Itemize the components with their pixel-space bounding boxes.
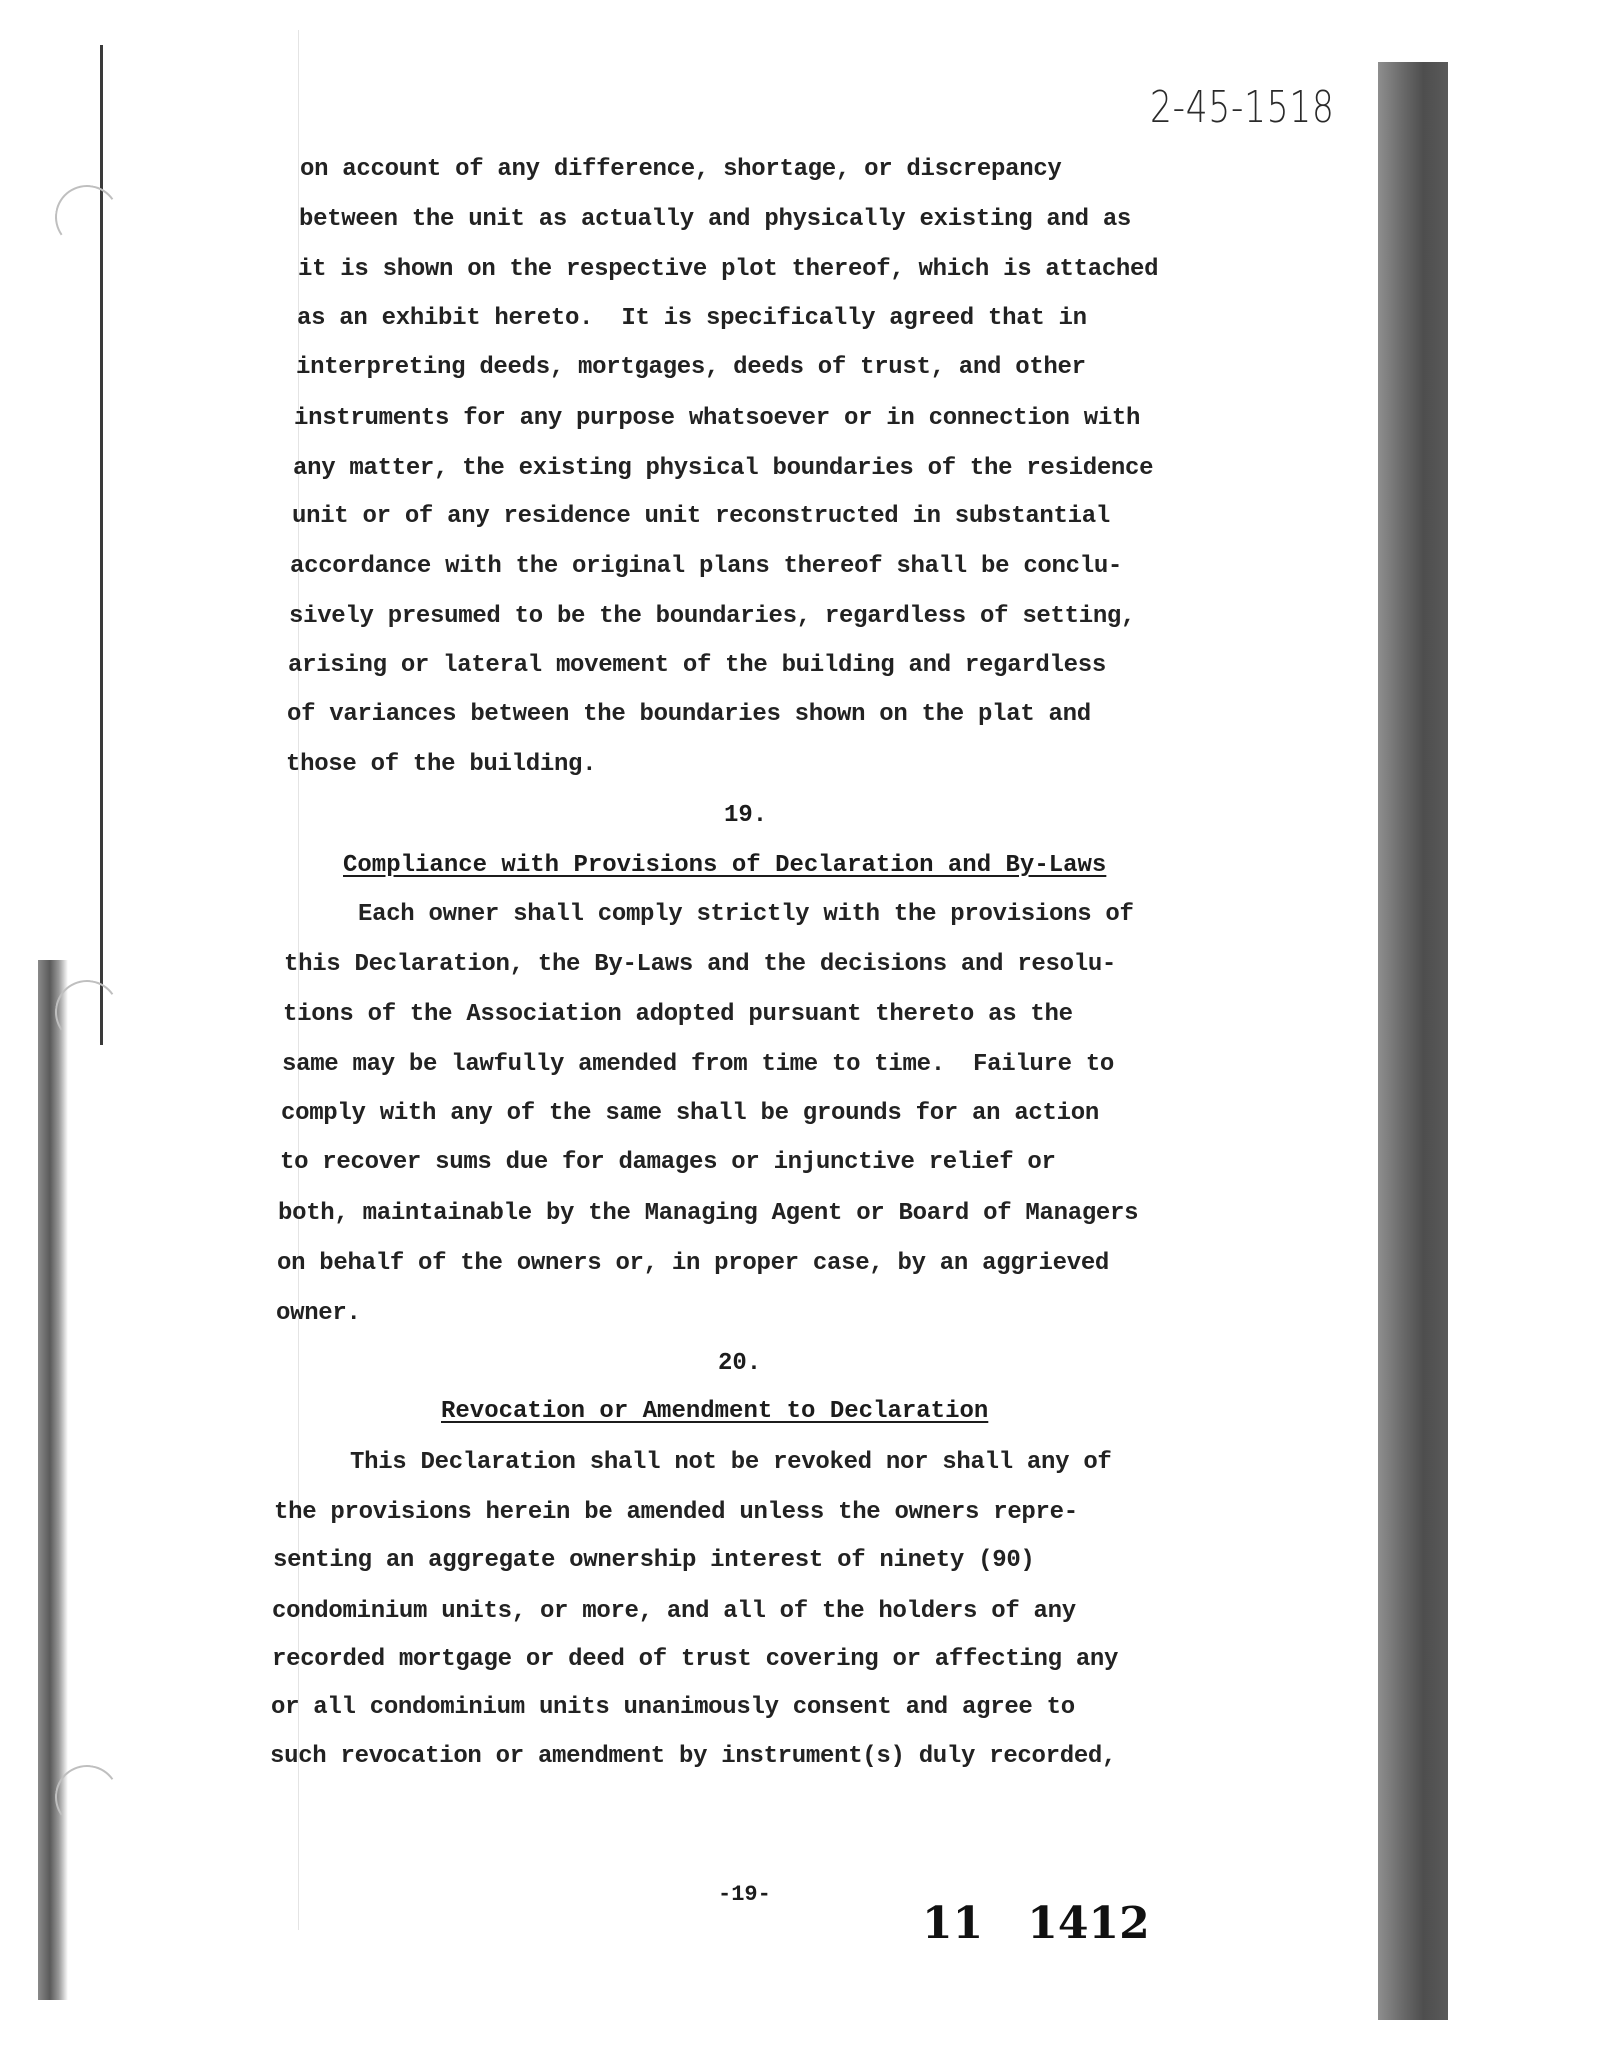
body-line: condominium units, or more, and all of the holders of any (272, 1598, 1076, 1625)
scan-right-edge-shadow (1378, 62, 1448, 2020)
recording-stamp (922, 1898, 1150, 1949)
body-line: recorded mortgage or deed of trust covering or affecting any (272, 1646, 1119, 1673)
body-line: or all condominium units unanimously consent and agree to (271, 1694, 1075, 1721)
document-number: 2-45-1518 (1150, 82, 1335, 133)
scan-left-edge-shadow (38, 960, 68, 2000)
body-line: arising or lateral movement of the building and regardless (288, 652, 1106, 679)
page-number: -19- (718, 1882, 771, 1907)
body-line: of variances between the boundaries shown on the plat and (287, 701, 1091, 728)
body-line: such revocation or amendment by instrument(s) duly recorded, (270, 1743, 1117, 1770)
body-line: this Declaration, the By-Laws and the decisions and resolu- (284, 951, 1117, 978)
punch-hole-top (50, 180, 124, 254)
body-line: This Declaration shall not be revoked nor shall any of (350, 1449, 1112, 1476)
body-line: as an exhibit hereto. It is specifically agreed that in (297, 305, 1087, 332)
body-line: on behalf of the owners or, in proper case, by an aggrieved (277, 1250, 1110, 1277)
stamp-book-number: 11 (922, 1898, 984, 1949)
section-heading-20: Revocation or Amendment to Declaration (441, 1398, 989, 1425)
body-line: instruments for any purpose whatsoever or in connection with (294, 405, 1141, 432)
body-line: comply with any of the same shall be grounds for an action (281, 1100, 1099, 1127)
body-line: same may be lawfully amended from time to time. Failure to (282, 1051, 1115, 1078)
body-line: both, maintainable by the Managing Agent or Board of Managers (278, 1200, 1139, 1227)
body-line: tions of the Association adopted pursuant thereto as the (283, 1001, 1073, 1028)
body-line: those of the building. (286, 751, 597, 778)
body-line: Each owner shall comply strictly with the provisions of (358, 901, 1134, 928)
section-number-20: 20. (718, 1350, 762, 1377)
body-line: on account of any difference, shortage, or discrepancy (300, 156, 1062, 183)
section-number-19: 19. (724, 802, 768, 829)
stamp-page-number: 1412 (1027, 1898, 1150, 1949)
body-line: sively presumed to be the boundaries, regardless of setting, (289, 603, 1136, 630)
body-line: owner. (276, 1300, 361, 1327)
body-line: any matter, the existing physical boundaries of the residence (293, 455, 1154, 482)
section-heading-19: Compliance with Provisions of Declaration and By-Laws (343, 852, 1107, 879)
body-line: the provisions herein be amended unless the owners repre- (274, 1499, 1078, 1526)
body-line: unit or of any residence unit reconstructed in substantial (292, 503, 1110, 530)
body-line: accordance with the original plans thereof shall be conclu- (290, 553, 1123, 580)
body-line: to recover sums due for damages or injunctive relief or (280, 1149, 1056, 1176)
body-line: it is shown on the respective plot thereof, which is attached (298, 256, 1159, 283)
body-line: between the unit as actually and physically existing and as (299, 206, 1132, 233)
body-line: senting an aggregate ownership interest of ninety (90) (273, 1547, 1035, 1574)
body-line: interpreting deeds, mortgages, deeds of trust, and other (296, 354, 1086, 381)
